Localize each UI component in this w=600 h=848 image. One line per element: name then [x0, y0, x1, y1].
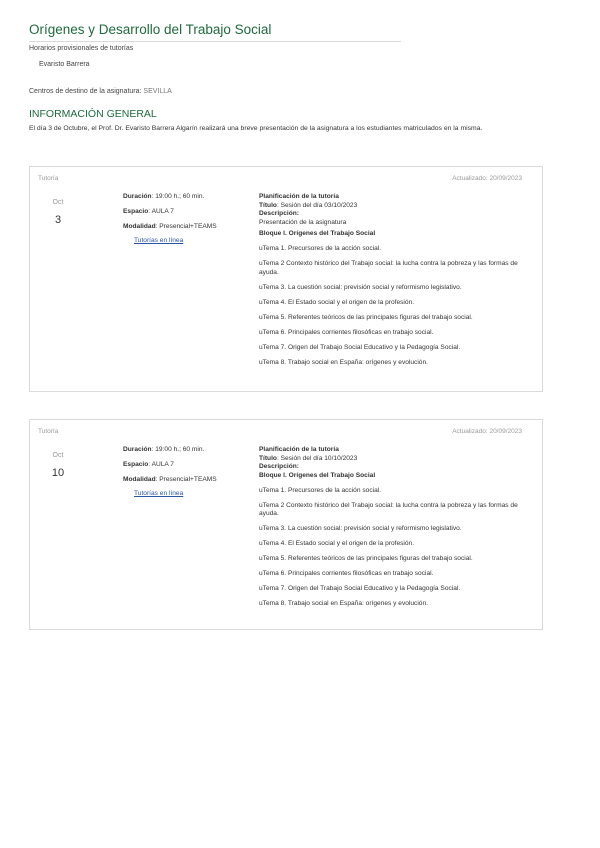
- descripcion: [259, 463, 531, 472]
- tema-item: uTema 6. Principales corrientes filosóficas en trabajo social.: [259, 328, 434, 336]
- tema-item: uTema 7. Origen del Trabajo Social Educativo y la Pedagogía Social.: [259, 585, 461, 593]
- temas-list: [259, 487, 531, 609]
- tema-item: uTema 7. Origen del Trabajo Social Educativo y la Pedagogía Social.: [259, 343, 461, 351]
- date-month: Oct: [52, 452, 64, 459]
- tema-item: uTema 6. Principales corrientes filosóficas en trabajo social.: [259, 570, 434, 578]
- titulo-value: : Sesión del día 10/10/2023: [276, 454, 358, 462]
- duracion: [123, 446, 204, 453]
- tema-item: uTema 2 Contexto histórico del Trabajo social: la lucha contra la pobreza y las formas de ayuda.: [259, 501, 518, 518]
- modalidad-label: Modalidad: [123, 223, 156, 230]
- descripcion-label: Descripción: [259, 463, 297, 471]
- tutorias-en-linea-link[interactable]: Tutorías en línea: [134, 237, 184, 244]
- espacio-label: Espacio: [123, 461, 149, 468]
- planificacion: [259, 446, 531, 609]
- tema-item: uTema 2 Contexto histórico del Trabajo social: la lucha contra la pobreza y las formas de ayuda.: [259, 260, 518, 276]
- date-day: 3: [54, 214, 62, 226]
- updated-value: 20/09/2023: [489, 175, 522, 182]
- tutoria-card: [29, 166, 543, 392]
- tutorias-en-linea-link[interactable]: Tutorías en línea: [134, 490, 184, 497]
- bloque-title: Bloque I. Orígenes del Trabajo Social: [259, 230, 376, 238]
- tema-item: uTema 5. Referentes teóricos de las principales figuras del trabajo social.: [259, 313, 473, 321]
- duracion-value: : 19:00 h.; 60 min.: [151, 193, 205, 200]
- card-header: [30, 420, 542, 440]
- bloque-title: Bloque I. Orígenes del Trabajo Social: [259, 471, 376, 479]
- temas-list: [259, 245, 531, 367]
- info-text: El día 3 de Octubre, el Prof. Dr. Evaristo Barrera Algarín realizará una breve presentación de la asignatura a los estudiantes matriculados en la misma.: [29, 125, 483, 132]
- espacio: [123, 461, 174, 468]
- descripcion-colon: :: [296, 210, 299, 218]
- info-heading: INFORMACIÓN GENERAL: [29, 108, 157, 120]
- duracion: [123, 193, 204, 200]
- card-header: [30, 167, 542, 187]
- descripcion-label: Descripción: [259, 210, 297, 218]
- descripcion: [259, 210, 531, 219]
- tema-item: uTema 3. La cuestión social: previsión social y reformismo legislativo.: [259, 283, 462, 291]
- tema-item: uTema 1. Precursores de la acción social.: [259, 245, 382, 253]
- duracion-label: Duración: [123, 193, 152, 200]
- tema-item: uTema 3. La cuestión social: previsión social y reformismo legislativo.: [259, 525, 462, 533]
- espacio-value: : AULA 7: [148, 461, 174, 468]
- tema-item: uTema 8. Trabajo social en España: orígenes y evolución.: [259, 358, 428, 366]
- tutor-name: Evaristo Barrera: [39, 61, 90, 68]
- modalidad-label: Modalidad: [123, 476, 156, 483]
- descripcion-text: Presentación de la asignatura: [259, 218, 347, 226]
- descripcion-colon: :: [296, 463, 299, 471]
- tema-item: uTema 4. El Estado social y el origen de la profesión.: [259, 298, 415, 306]
- espacio-label: Espacio: [123, 208, 149, 215]
- titulo-label: Título: [259, 454, 277, 462]
- duracion-label: Duración: [123, 446, 152, 453]
- plan-heading: Planificación de la tutoría: [259, 446, 339, 453]
- modalidad: [123, 223, 217, 230]
- titulo-value: : Sesión del día 03/10/2023: [276, 201, 358, 209]
- card-kind: Tutoría: [38, 175, 59, 182]
- card-kind: Tutoría: [38, 428, 59, 435]
- updated-label: Actualizado:: [452, 175, 488, 182]
- date-month: Oct: [52, 199, 64, 206]
- centros-label: Centros de destino de la asignatura:: [29, 88, 142, 95]
- duracion-value: : 19:00 h.; 60 min.: [151, 446, 205, 453]
- tema-item: uTema 8. Trabajo social en España: orígenes y evolución.: [259, 600, 428, 608]
- modalidad-value: : Presencial+TEAMS: [155, 476, 217, 483]
- updated-value: 20/09/2023: [489, 428, 522, 435]
- plan-heading: Planificación de la tutoría: [259, 193, 339, 200]
- modalidad-value: : Presencial+TEAMS: [155, 223, 217, 230]
- updated-label: Actualizado:: [452, 428, 488, 435]
- tema-item: uTema 5. Referentes teóricos de las principales figuras del trabajo social.: [259, 555, 473, 563]
- tema-item: uTema 4. El Estado social y el origen de la profesión.: [259, 540, 415, 548]
- tema-item: uTema 1. Precursores de la acción social.: [259, 486, 382, 494]
- tutoria-card: [29, 419, 543, 630]
- subtitle: Horarios provisionales de tutorías: [29, 45, 134, 52]
- centros-destino: [29, 88, 172, 95]
- espacio: [123, 208, 174, 215]
- titulo: [259, 202, 531, 211]
- page-title: Orígenes y Desarrollo del Trabajo Social: [29, 22, 401, 42]
- espacio-value: : AULA 7: [148, 208, 174, 215]
- card-updated: [452, 428, 522, 435]
- card-updated: [452, 175, 522, 182]
- date-day: 10: [51, 467, 65, 479]
- planificacion: [259, 193, 531, 367]
- centros-value: SEVILLA: [143, 88, 172, 95]
- titulo-label: Título: [259, 201, 277, 209]
- modalidad: [123, 476, 217, 483]
- titulo: [259, 455, 531, 464]
